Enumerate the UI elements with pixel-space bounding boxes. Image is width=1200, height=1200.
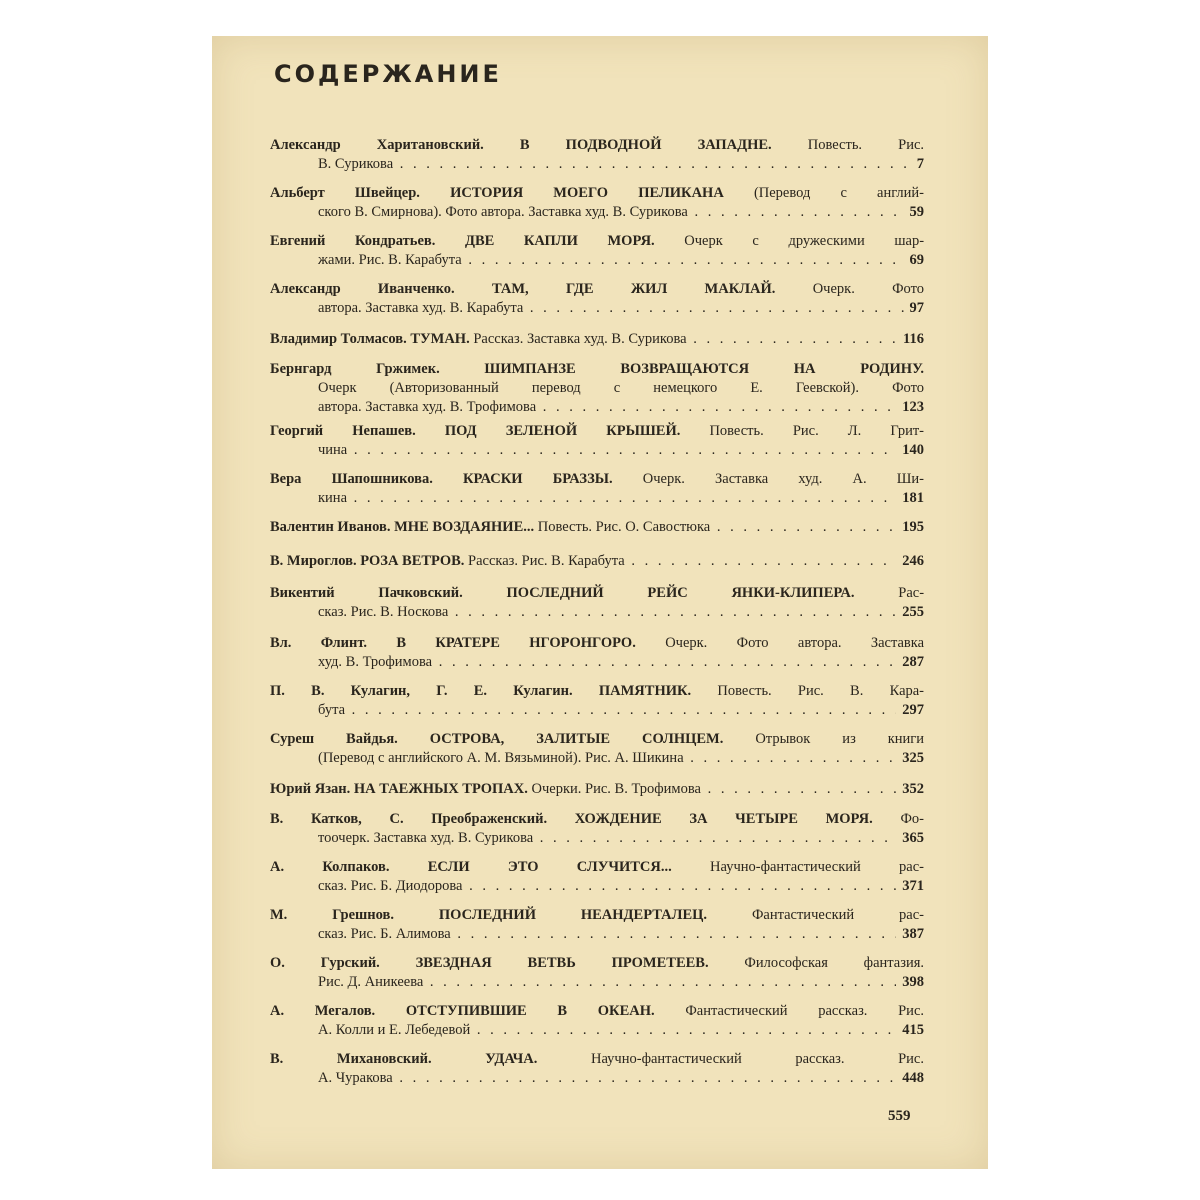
toc-page-ref: 69 xyxy=(904,251,925,270)
toc-author: Бернгард Гржимек. xyxy=(270,361,440,377)
toc-description: Отрывок из книги xyxy=(755,731,924,747)
toc-work-title: ИСТОРИЯ МОЕГО ПЕЛИКАНА xyxy=(450,185,724,201)
toc-description: бута xyxy=(318,702,346,718)
toc-author: П. В. Кулагин, Г. Е. Кулагин. xyxy=(270,683,573,699)
toc-page-ref: 415 xyxy=(896,1021,924,1040)
toc-description: худ. В. Трофимова xyxy=(318,654,433,670)
toc-entry-line xyxy=(270,730,924,749)
toc-work-title: В КРАТЕРЕ НГОРОНГОРО. xyxy=(396,635,636,651)
toc-author: Александр Харитановский. xyxy=(270,137,484,153)
toc-entry-continuation xyxy=(270,398,924,417)
toc-description: Философская фантазия. xyxy=(744,955,924,971)
toc-description: В. Сурикова xyxy=(318,156,394,172)
toc-entry xyxy=(270,470,924,508)
toc-description: Рас- xyxy=(898,585,924,601)
toc-entry-continuation xyxy=(270,1069,924,1088)
toc-work-title: РОЗА ВЕТРОВ. xyxy=(360,553,465,569)
toc-entry-line xyxy=(270,906,924,925)
toc-description: Повесть. Рис. В. Кара- xyxy=(717,683,924,699)
toc-entry-line xyxy=(270,280,924,299)
toc-entry-line xyxy=(270,518,924,537)
toc-author: Альберт Швейцер. xyxy=(270,185,420,201)
toc-description: автора. Заставка худ. В. Трофимова xyxy=(318,399,537,415)
toc-description: Научно-фантастический рассказ. Рис. xyxy=(591,1051,924,1067)
toc-description: сказ. Рис. Б. Диодорова xyxy=(318,878,463,894)
toc-page-ref: 255 xyxy=(896,603,924,622)
toc-entry-continuation xyxy=(270,251,924,270)
toc-page-ref: 116 xyxy=(897,330,924,349)
toc-entry-line xyxy=(270,1050,924,1069)
toc-entry-continuation xyxy=(270,379,924,398)
toc-author: Валентин Иванов. xyxy=(270,519,391,535)
toc-entry xyxy=(270,584,924,622)
toc-entry xyxy=(270,954,924,992)
toc-entry xyxy=(270,1002,924,1040)
toc-entry xyxy=(270,330,924,349)
toc-entry xyxy=(270,280,924,318)
toc-work-title: ПОСЛЕДНИЙ НЕАНДЕРТАЛЕЦ. xyxy=(438,907,708,923)
toc-description: Рассказ. Рис. В. Карабута xyxy=(468,553,625,569)
toc-entry xyxy=(270,730,924,768)
toc-author: Владимир Толмасов. xyxy=(270,331,407,347)
toc-work-title: ДВЕ КАПЛИ МОРЯ. xyxy=(464,233,655,249)
toc-entry xyxy=(270,422,924,460)
toc-entry xyxy=(270,552,924,571)
toc-entry xyxy=(270,634,924,672)
toc-entry-line xyxy=(270,136,924,155)
toc-entry xyxy=(270,780,924,799)
toc-entry-continuation xyxy=(270,925,924,944)
toc-author: В. Катков, С. Преображенский. xyxy=(270,811,548,827)
toc-entry-line xyxy=(270,232,924,251)
toc-entry-line xyxy=(270,682,924,701)
toc-entry-line xyxy=(270,810,924,829)
toc-description: ского В. Смирнова). Фото автора. Заставка худ. В. Сурикова xyxy=(318,204,688,220)
toc-author: В. Мироглов. xyxy=(270,553,357,569)
toc-entry-continuation xyxy=(270,441,924,460)
toc-entry xyxy=(270,858,924,896)
toc-entry-continuation xyxy=(270,155,924,174)
toc-entry-continuation xyxy=(270,603,924,622)
toc-page-ref: 325 xyxy=(896,749,924,768)
toc-description: тоочерк. Заставка худ. В. Сурикова xyxy=(318,830,534,846)
toc-entry xyxy=(270,232,924,270)
toc-entry-line xyxy=(270,858,924,877)
toc-author: Вера Шапошникова. xyxy=(270,471,433,487)
toc-description: Фо- xyxy=(900,811,924,827)
toc-author: Вл. Флинт. xyxy=(270,635,367,651)
toc-entry-line xyxy=(270,422,924,441)
toc-entry xyxy=(270,682,924,720)
toc-page-ref: 7 xyxy=(911,155,924,174)
toc-description: кина xyxy=(318,490,347,506)
toc-entry-line xyxy=(270,634,924,653)
toc-entry-line xyxy=(270,360,924,379)
toc-description: Фантастический рассказ. Рис. xyxy=(685,1003,924,1019)
toc-work-title: ХОЖДЕНИЕ ЗА ЧЕТЫРЕ МОРЯ. xyxy=(574,811,873,827)
toc-work-title: ЗВЕЗДНАЯ ВЕТВЬ ПРОМЕТЕЕВ. xyxy=(415,955,709,971)
toc-description: сказ. Рис. В. Носкова xyxy=(318,604,449,620)
toc-author: А. Мегалов. xyxy=(270,1003,376,1019)
toc-page-ref: 371 xyxy=(896,877,924,896)
toc-description: (Перевод с англий- xyxy=(753,185,924,201)
toc-description: Очерк. Фото автора. Заставка xyxy=(665,635,924,651)
toc-page-ref: 59 xyxy=(904,203,925,222)
toc-description: Рис. Д. Аникеева xyxy=(318,974,424,990)
toc-page-ref: 297 xyxy=(896,701,924,720)
toc-entry-continuation xyxy=(270,203,924,222)
toc-work-title: ПОСЛЕДНИЙ РЕЙС ЯНКИ-КЛИПЕРА. xyxy=(506,585,855,601)
toc-entry-continuation xyxy=(270,749,924,768)
toc-page-ref: 123 xyxy=(896,398,924,417)
toc-entry-continuation xyxy=(270,829,924,848)
toc-description: Очерк. Заставка худ. А. Ши- xyxy=(642,471,924,487)
toc-entry-continuation xyxy=(270,877,924,896)
toc-page-ref: 195 xyxy=(896,518,924,537)
toc-entry xyxy=(270,136,924,174)
toc-entry xyxy=(270,1050,924,1088)
toc-work-title: УДАЧА. xyxy=(485,1051,538,1067)
toc-description: чина xyxy=(318,442,348,458)
toc-author: Георгий Непашев. xyxy=(270,423,416,439)
toc-entry xyxy=(270,184,924,222)
toc-description: А. Колли и Е. Лебедевой xyxy=(318,1022,471,1038)
toc-author: О. Гурский. xyxy=(270,955,380,971)
toc-description: Фантастический рас- xyxy=(751,907,924,923)
toc-page-ref: 287 xyxy=(896,653,924,672)
toc-work-title: ЕСЛИ ЭТО СЛУЧИТСЯ... xyxy=(427,859,672,875)
toc-description: Научно-фантастический рас- xyxy=(710,859,924,875)
toc-description: Повесть. Рис. Л. Грит- xyxy=(709,423,924,439)
toc-work-title: ШИМПАНЗЕ ВОЗВРАЩАЮТСЯ НА РОДИНУ. xyxy=(484,361,924,377)
toc-entry-line xyxy=(270,780,924,799)
toc-entry xyxy=(270,518,924,537)
toc-entry-continuation xyxy=(270,489,924,508)
toc-author: Суреш Вайдья. xyxy=(270,731,398,747)
toc-page-ref: 140 xyxy=(896,441,924,460)
toc-entry-line xyxy=(270,184,924,203)
toc-work-title: МНЕ ВОЗДАЯНИЕ... xyxy=(394,519,535,535)
toc-work-title: ОТСТУПИВШИЕ В ОКЕАН. xyxy=(405,1003,655,1019)
toc-entry-line xyxy=(270,470,924,489)
toc-entry xyxy=(270,810,924,848)
toc-entry-line xyxy=(270,954,924,973)
toc-entry-continuation xyxy=(270,1021,924,1040)
toc-description: Очерк с дружескими шар- xyxy=(684,233,924,249)
toc-entry-continuation xyxy=(270,299,924,318)
toc-entry-continuation xyxy=(270,701,924,720)
toc-description: автора. Заставка худ. В. Карабута xyxy=(318,300,524,316)
toc-author: М. Грешнов. xyxy=(270,907,394,923)
toc-description: (Перевод с английского А. М. Вязьминой). Рис. А. Шикина xyxy=(318,750,684,766)
toc-entry-continuation xyxy=(270,653,924,672)
toc-work-title: ОСТРОВА, ЗАЛИТЫЕ СОЛНЦЕМ. xyxy=(429,731,724,747)
toc-description: Очерки. Рис. В. Трофимова xyxy=(531,781,701,797)
toc-page-ref: 365 xyxy=(896,829,924,848)
toc-description: Рассказ. Заставка худ. В. Сурикова xyxy=(473,331,687,347)
toc-author: Викентий Пачковский. xyxy=(270,585,463,601)
toc-work-title: ПАМЯТНИК. xyxy=(598,683,692,699)
toc-page-ref: 97 xyxy=(904,299,925,318)
toc-page-ref: 398 xyxy=(896,973,924,992)
toc-description: Повесть. Рис. О. Савостюка xyxy=(537,519,711,535)
toc-page-ref: 387 xyxy=(896,925,924,944)
toc-author: Евгений Кондратьев. xyxy=(270,233,436,249)
toc-work-title: НА ТАЕЖНЫХ ТРОПАХ. xyxy=(353,781,528,797)
toc-description: Очерк. Фото xyxy=(812,281,924,297)
toc-author: Александр Иванченко. xyxy=(270,281,455,297)
toc-work-title: ТУМАН. xyxy=(410,331,470,347)
toc-entry-line xyxy=(270,1002,924,1021)
toc-description: Очерк (Авторизованный перевод с немецкого Е. Геевской). Фото xyxy=(318,380,924,396)
toc-work-title: КРАСКИ БРАЗЗЫ. xyxy=(463,471,613,487)
page-title: СОДЕРЖАНИЕ xyxy=(274,60,502,88)
toc-entry-line xyxy=(270,552,924,571)
toc-description: Повесть. Рис. xyxy=(807,137,924,153)
toc-entry-line xyxy=(270,330,924,349)
page-number: 559 xyxy=(888,1108,911,1124)
toc-author: В. Михановский. xyxy=(270,1051,432,1067)
toc-author: Юрий Язан. xyxy=(270,781,351,797)
toc-entry xyxy=(270,360,924,417)
toc-work-title: ПОД ЗЕЛЕНОЙ КРЫШЕЙ. xyxy=(444,423,681,439)
toc-description: жами. Рис. В. Карабута xyxy=(318,252,462,268)
book-page xyxy=(212,36,988,1169)
toc-work-title: ТАМ, ГДЕ ЖИЛ МАКЛАЙ. xyxy=(491,281,776,297)
toc-description: сказ. Рис. Б. Алимова xyxy=(318,926,451,942)
toc-work-title: В ПОДВОДНОЙ ЗАПАДНЕ. xyxy=(519,137,772,153)
toc-page-ref: 246 xyxy=(896,552,924,571)
toc-page-ref: 448 xyxy=(896,1069,924,1088)
toc-description: А. Чуракова xyxy=(318,1070,393,1086)
toc-page-ref: 181 xyxy=(896,489,924,508)
toc-author: А. Колпаков. xyxy=(270,859,390,875)
toc-entry xyxy=(270,906,924,944)
toc-entry-continuation xyxy=(270,973,924,992)
toc-page-ref: 352 xyxy=(896,780,924,799)
toc-entry-line xyxy=(270,584,924,603)
